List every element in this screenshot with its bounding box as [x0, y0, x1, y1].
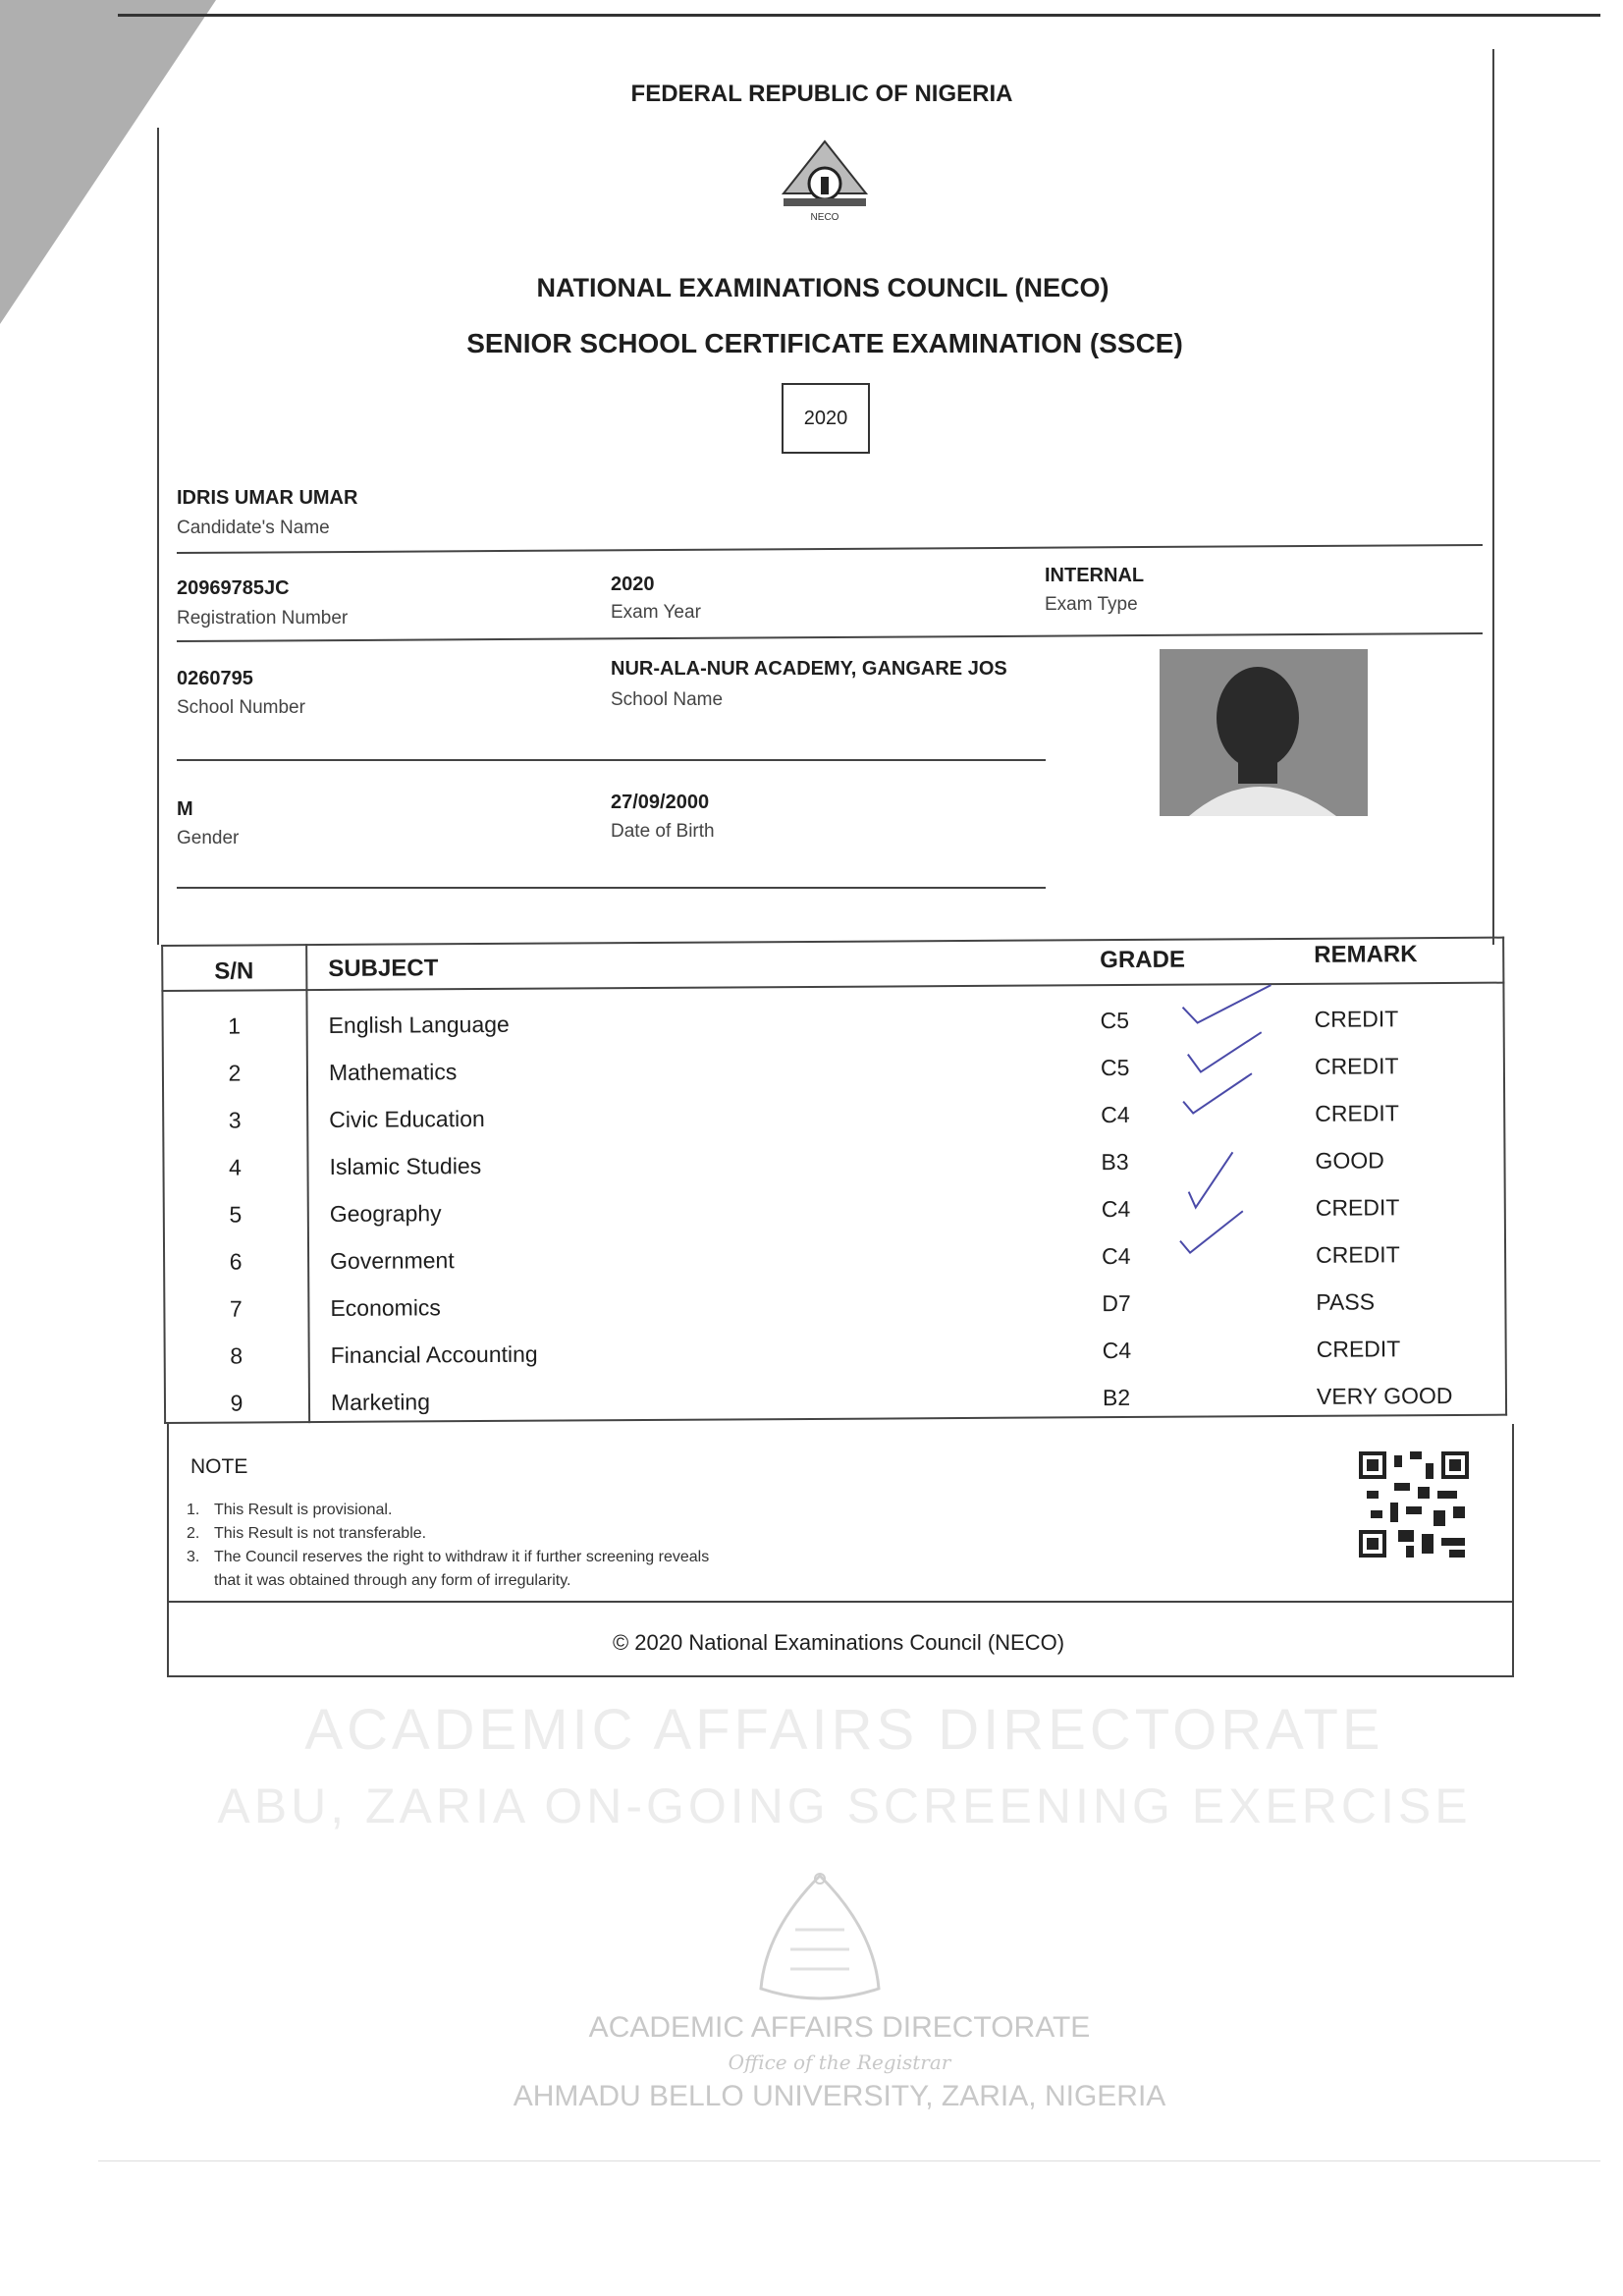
scan-edge	[118, 14, 1600, 17]
candidate-name: IDRIS UMAR UMAR	[177, 487, 358, 509]
row-remark: CREDIT	[1316, 1336, 1401, 1362]
candidate-name-label: Candidate's Name	[177, 518, 330, 538]
row-remark: VERY GOOD	[1316, 1382, 1453, 1409]
row-remark: CREDIT	[1315, 1194, 1400, 1221]
row-sn: 7	[229, 1295, 243, 1322]
row-grade: C4	[1102, 1242, 1131, 1270]
row-grade: C4	[1102, 1337, 1132, 1364]
neco-logo	[778, 139, 872, 229]
row-subject: English Language	[328, 1011, 510, 1038]
row-sn: 8	[230, 1342, 243, 1369]
qr-code	[1359, 1451, 1469, 1562]
row-subject: Financial Accounting	[330, 1340, 538, 1368]
note-title: NOTE	[190, 1455, 248, 1478]
row-grade: B3	[1101, 1148, 1129, 1175]
check-icon	[1183, 1073, 1252, 1113]
scan-shadow	[0, 0, 216, 324]
row-remark: CREDIT	[1314, 1053, 1399, 1079]
row-sn: 3	[228, 1107, 242, 1133]
row-grade: C5	[1100, 1007, 1130, 1034]
row-grade: C5	[1100, 1054, 1130, 1081]
row-grade: C4	[1101, 1195, 1131, 1223]
check-icon	[1180, 1211, 1243, 1252]
row-subject: Islamic Studies	[329, 1153, 482, 1179]
row-remark: PASS	[1316, 1288, 1376, 1315]
row-sn: 5	[229, 1201, 243, 1228]
school-name-label: School Name	[611, 689, 724, 710]
stamp-line1: ACADEMIC AFFAIRS DIRECTORATE	[588, 2011, 1091, 2044]
row-remark: CREDIT	[1314, 1006, 1399, 1032]
frame-left	[157, 128, 159, 945]
row-sn: 1	[228, 1012, 242, 1039]
exam-type: INTERNAL	[1045, 565, 1145, 586]
ghost-watermark: ACADEMIC AFFAIRS DIRECTORATE	[304, 1698, 1384, 1762]
row-remark: CREDIT	[1315, 1100, 1399, 1126]
row-sn: 2	[228, 1060, 242, 1086]
row-subject: Economics	[330, 1294, 441, 1321]
note-item: that it was obtained through any form of irregularity.	[214, 1572, 571, 1589]
gender: M	[177, 798, 193, 820]
row-subject: Mathematics	[328, 1059, 458, 1085]
row-grade: C4	[1101, 1101, 1130, 1128]
row-subject: Civic Education	[329, 1105, 485, 1132]
school-number: 0260795	[177, 668, 253, 689]
row-subject: Geography	[329, 1200, 442, 1227]
exam-type-label: Exam Type	[1045, 594, 1138, 615]
divider	[177, 632, 1483, 642]
note-item: 1. This Result is provisional.	[187, 1502, 393, 1518]
divider	[177, 759, 1046, 761]
candidate-photo	[1160, 649, 1368, 816]
divider	[177, 887, 1046, 889]
registration-number: 20969785JC	[177, 577, 290, 599]
note-item: 2. This Result is not transferable.	[187, 1525, 427, 1542]
row-subject: Government	[330, 1247, 455, 1274]
frame-right	[1492, 49, 1494, 945]
header-sn: S/N	[214, 957, 254, 985]
scan-edge-bottom	[98, 2160, 1600, 2161]
divider	[177, 544, 1483, 554]
check-icon	[1188, 1032, 1262, 1071]
logo-text: NECO	[810, 212, 839, 223]
copyright: © 2020 National Examinations Council (NECO)	[612, 1630, 1065, 1655]
note-box	[167, 1424, 1514, 1677]
school-number-label: School Number	[177, 697, 305, 718]
row-remark: CREDIT	[1316, 1241, 1400, 1268]
ghost-watermark: ABU, ZARIA ON-GOING SCREENING EXERCISE	[217, 1778, 1472, 1833]
school-name: NUR-ALA-NUR ACADEMY, GANGARE JOS	[611, 658, 1007, 680]
date-of-birth-label: Date of Birth	[611, 821, 715, 842]
check-icon	[1188, 1152, 1232, 1207]
note-list	[187, 1499, 709, 1593]
tick-marks	[161, 915, 1507, 1424]
stamp-line3: AHMADU BELLO UNIVERSITY, ZARIA, NIGERIA	[513, 2080, 1166, 2112]
year-box: 2020	[782, 383, 870, 454]
council-title: NATIONAL EXAMINATIONS COUNCIL (NECO)	[536, 273, 1109, 302]
gender-label: Gender	[177, 828, 240, 848]
header-grade: GRADE	[1100, 946, 1186, 974]
row-grade: B2	[1102, 1384, 1131, 1411]
row-sn: 4	[229, 1154, 242, 1180]
row-subject: Marketing	[330, 1389, 431, 1415]
exam-title: SENIOR SCHOOL CERTIFICATE EXAMINATION (SSCE)	[466, 328, 1183, 358]
registration-number-label: Registration Number	[177, 608, 349, 629]
country-title: FEDERAL REPUBLIC OF NIGERIA	[630, 81, 1013, 107]
row-sn: 6	[229, 1248, 243, 1275]
header-remark: REMARK	[1314, 941, 1418, 968]
row-sn: 9	[230, 1390, 243, 1416]
abu-seal-icon	[746, 1871, 893, 2013]
divider	[169, 1601, 1512, 1603]
row-grade: D7	[1102, 1289, 1131, 1317]
row-remark: GOOD	[1315, 1147, 1384, 1174]
header-subject: SUBJECT	[328, 955, 439, 982]
date-of-birth: 27/09/2000	[611, 792, 710, 813]
exam-year: 2020	[611, 574, 655, 595]
results-table	[161, 915, 1509, 1424]
check-icon	[1182, 985, 1271, 1023]
exam-year-label: Exam Year	[611, 602, 701, 623]
note-item: 3. The Council reserves the right to withdraw it if further screening reveals	[187, 1549, 710, 1565]
stamp-line2: Office of the Registrar	[728, 2050, 951, 2074]
